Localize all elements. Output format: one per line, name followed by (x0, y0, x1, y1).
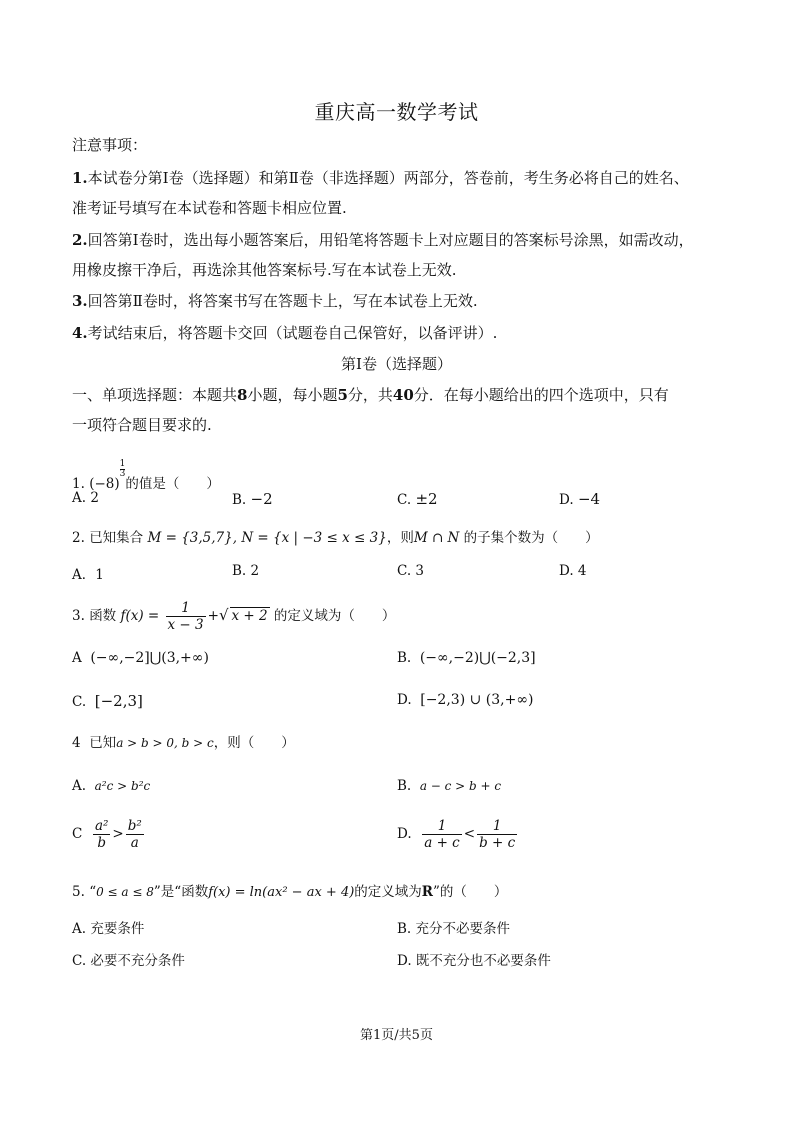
option-value: [−2,3) ∪ (3,+∞) (420, 692, 534, 708)
denominator: a (130, 835, 139, 851)
option-label: D. (397, 692, 412, 708)
question-text: ，则（ ） (213, 735, 295, 751)
option-label: D. (397, 826, 412, 842)
fraction (477, 818, 517, 851)
notice-item-3 (72, 290, 478, 312)
q5-option-b[interactable]: B. 充分不必要条件 (397, 921, 511, 937)
sqrt-icon: √ (218, 606, 229, 624)
question-text: 的子集个数为（ ） (463, 530, 599, 546)
option-label: A. (72, 778, 87, 794)
q5-option-a[interactable]: A. 充要条件 (72, 921, 145, 937)
question-number: 1. (72, 476, 85, 492)
notice-heading: 注意事项： (72, 136, 148, 154)
q4-option-a[interactable] (72, 778, 150, 794)
q5-option-c[interactable]: C. 必要不充分条件 (72, 953, 185, 969)
quote-mark: “ (89, 884, 97, 900)
question-text: 的定义域为 (354, 884, 422, 900)
notice-item-4 (72, 322, 497, 344)
question-number: 3. (72, 608, 85, 624)
denominator: x − 3 (167, 617, 204, 633)
q2-option-a[interactable]: A．1 (72, 567, 104, 583)
option-value: ±2 (415, 490, 438, 508)
denominator: b (97, 835, 106, 851)
fraction (422, 818, 462, 851)
intro-text: 分．在每小题给出的四个选项中，只有 (413, 386, 669, 404)
numerator: 1 (166, 600, 206, 617)
question-3 (72, 600, 395, 633)
notice-text: 回答第Ⅱ卷时，将答案书写在答题卡上，写在本试卷上无效. (87, 292, 478, 310)
option-label: D. (559, 492, 574, 508)
question-4 (72, 731, 295, 751)
set-n: , N = {x | −3 ≤ x ≤ 3} (232, 530, 387, 546)
question-text: 已知 (89, 735, 117, 751)
option-label: C. (72, 694, 87, 710)
q4-option-c[interactable] (72, 818, 146, 851)
function-expr: f(x) = ln(ax² − ax + 4) (208, 885, 355, 900)
notice-number: 1. (72, 169, 88, 187)
radicand: x + 2 (231, 608, 268, 624)
q3-option-d[interactable] (397, 692, 533, 708)
intro-text: 分，共 (347, 386, 393, 404)
question-text: 的值是（ ） (125, 476, 220, 492)
numerator: b² (127, 818, 142, 834)
fraction (93, 818, 110, 851)
intro-number: 8 (237, 386, 248, 404)
real-set-symbol: R (421, 884, 434, 900)
fraction (126, 818, 144, 851)
option-value: [−2,3] (94, 692, 143, 710)
option-value: a²c > b²c (94, 779, 151, 793)
notice-item-2-cont: 用橡皮擦干净后，再选涂其他答案标号.写在本试卷上无效. (72, 261, 457, 279)
option-value: (−∞,−2]⋃(3,+∞) (90, 650, 209, 666)
plus-sign: + (207, 608, 219, 624)
intro-text: 一、单项选择题：本题共 (72, 386, 238, 404)
notice-text: 考试结束后，将答题卡交回（试题卷自己保管好，以备评讲）. (87, 324, 498, 342)
question-text: 的定义域为（ ） (273, 608, 396, 624)
fraction (166, 600, 206, 633)
condition-expr: 0 ≤ a ≤ 8 (96, 885, 154, 899)
notice-item-2 (72, 229, 694, 251)
q3-option-b[interactable] (397, 650, 536, 666)
question-1 (72, 460, 220, 492)
notice-item-1 (72, 167, 689, 189)
option-label: B. (232, 492, 247, 508)
notice-number: 3. (72, 292, 88, 310)
less-sign: < (463, 826, 476, 842)
intro-number: 5 (337, 386, 348, 404)
question-text: 函数 (89, 608, 117, 624)
option-value: a − c > b + c (419, 779, 502, 793)
exponent-denominator: 3 (119, 469, 126, 479)
option-label: A (72, 650, 82, 666)
q1-option-a[interactable]: A. 2 (72, 490, 99, 506)
question-5 (72, 880, 507, 900)
q3-option-a[interactable] (72, 650, 209, 666)
denominator: a + c (424, 835, 460, 851)
condition-expr: a > b > 0, b > c (116, 736, 214, 750)
question-number: 4 (72, 735, 81, 751)
numerator: 1 (422, 818, 462, 835)
q3-option-c[interactable] (72, 692, 143, 710)
question-number: 5. (72, 884, 85, 900)
option-label: B. (397, 650, 412, 666)
q5-option-d[interactable]: D. 既不充分也不必要条件 (397, 953, 551, 969)
page-footer: 第1页/共5页 (360, 1028, 433, 1043)
option-label: C (72, 826, 83, 842)
question-number: 2. (72, 530, 85, 546)
notice-number: 4. (72, 324, 88, 342)
set-m: M = {3,5,7} (147, 530, 233, 546)
notice-text: 回答第Ⅰ卷时，选出每小题答案后，用铅笔将答题卡上对应题目的答案标号涂黑，如需改动， (87, 231, 694, 249)
option-value: (−∞,−2)⋃(−2,3] (419, 650, 536, 666)
intersection: M ∩ N (413, 530, 460, 546)
notice-text: 本试卷分第Ⅰ卷（选择题）和第Ⅱ卷（非选择题）两部分，答卷前，考生务必将自己的姓名、 (87, 169, 689, 187)
math-base: (−8) (89, 476, 120, 492)
question-2 (72, 526, 599, 546)
section-heading: 第Ⅰ卷（选择题） (341, 355, 452, 373)
q4-option-d[interactable] (397, 818, 519, 851)
q2-option-c[interactable]: C. 3 (397, 563, 425, 579)
question-text: ”的（ ） (433, 884, 508, 900)
question-text: ，则 (386, 530, 414, 546)
function-expr: f(x) = (120, 608, 160, 624)
part1-intro-cont: 一项符合题目要求的. (72, 416, 212, 434)
option-value: −4 (577, 490, 601, 508)
option-label: B. (397, 778, 412, 794)
option-value: −2 (250, 490, 273, 508)
q1-option-b[interactable] (232, 490, 273, 508)
option-label: C. (397, 492, 412, 508)
question-text: 已知集合 (89, 530, 144, 546)
q2-option-d[interactable]: D. 4 (559, 563, 587, 579)
q4-option-b[interactable] (397, 778, 501, 794)
part1-intro (72, 384, 669, 406)
question-text: ”是“函数 (153, 884, 209, 900)
notice-number: 2. (72, 231, 88, 249)
q2-option-b[interactable]: B. 2 (232, 563, 260, 579)
q1-option-c[interactable] (397, 490, 438, 508)
greater-sign: > (112, 826, 124, 842)
exam-title: 重庆高一数学考试 (314, 100, 479, 124)
intro-text: 小题，每小题 (247, 386, 338, 404)
exponent-numerator: 1 (119, 459, 126, 469)
numerator: 1 (477, 818, 517, 835)
notice-item-1-cont: 准考证号填写在本试卷和答题卡相应位置. (72, 199, 347, 217)
denominator: b + c (479, 835, 516, 851)
numerator: a² (94, 818, 109, 834)
q1-option-d[interactable] (559, 490, 600, 508)
intro-number: 40 (392, 386, 414, 404)
